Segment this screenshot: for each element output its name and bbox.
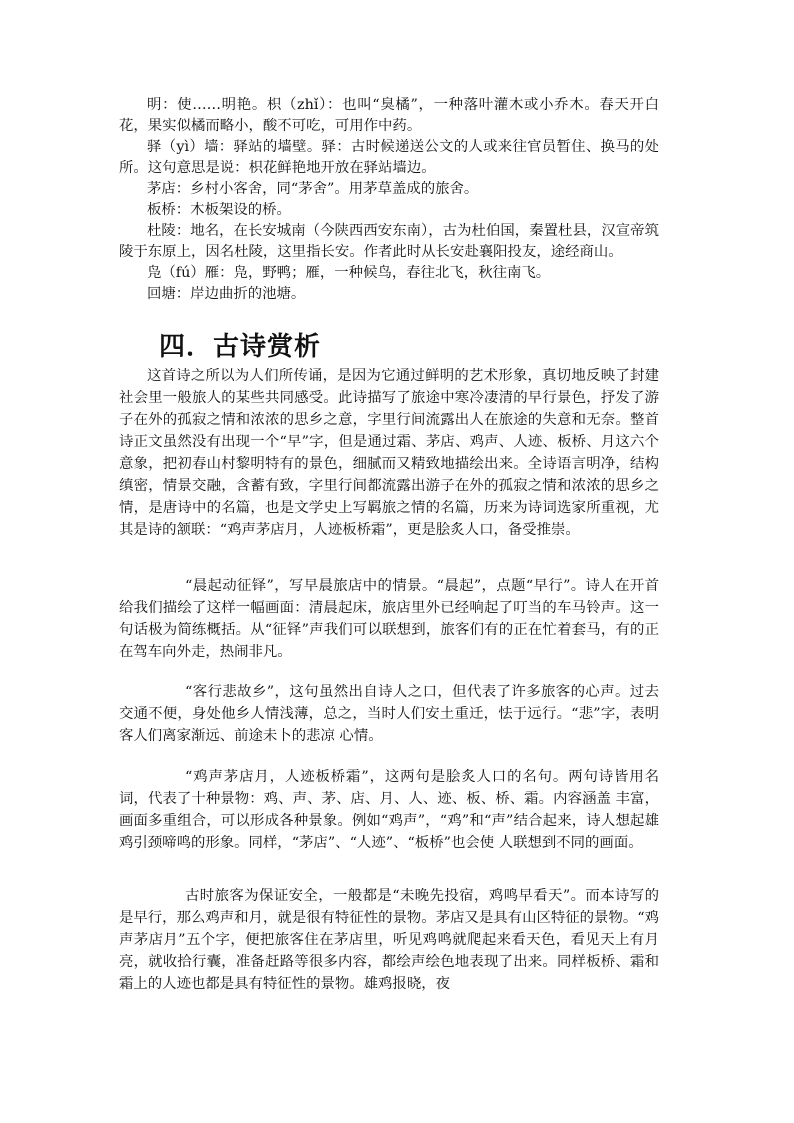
note-paragraph: 板桥：木板架设的桥。 bbox=[147, 202, 291, 218]
note-paragraph: 茅店：乡村小客舍，同“茅舍”。用茅草盖成的旅舍。 bbox=[147, 181, 479, 197]
analysis-paragraph: 古时旅客为保证安全，一般都是“未晚先投宿，鸡鸣早看天”。而本诗写的是早行，那么鸡声和月，就是很有特征性的景物。茅店又是具有山区特征的景物。“鸡声茅店月”五个字，便把旅客住在茅店里，听见鸡鸣就爬起来看天色，看见天上有月亮，就收拾行囊，准备赶路等很多内容，都绘声绘色地表现了出来。同样板桥、霜和霜上的人迹也都是具有特征性的景物。雄鸡报晓，夜 bbox=[119, 888, 659, 992]
analysis-block bbox=[119, 766, 659, 854]
analysis-paragraph: 这首诗之所以为人们所传诵，是因为它通过鲜明的艺术形象，真切地反映了封建社会里一般旅人的某些共同感受。此诗描写了旅途中寒冷凄清的早行景色，抒发了游子在外的孤寂之情和浓浓的思乡之意，字里行间流露出人在旅途的失意和无奈。整首诗正文虽然没有出现一个“早”字，但是通过霜、茅店、鸡声、人迹、板桥、月这六个意象，把初春山村黎明特有的景色，细腻而又精致地描绘出来。全诗语言明净，结构缜密，情景交融，含蓄有致，字里行间都流露出游子在外的孤寂之情和浓浓的思乡之情，是唐诗中的名篇，也是文学史上写羁旅之情的名篇，历来为诗词选家所重视，尤其是诗的颔联：“鸡声茅店月，人迹板桥霜”，更是脍炙人口，备受推崇。 bbox=[119, 368, 659, 538]
note-paragraph: 凫（fú）雁：凫，野鸭；雁，一种候鸟，春往北飞，秋往南飞。 bbox=[147, 265, 551, 281]
annotation-notes bbox=[119, 95, 659, 305]
analysis-block bbox=[119, 365, 659, 541]
analysis-paragraph: “晨起动征铎”，写早晨旅店中的情景。“晨起”，点题“早行”。诗人在开首给我们描绘了这样一幅画面：清晨起床，旅店里外已经响起了叮当的车马铃声。这一句话极为简练概括。从“征铎”声我们可以联想到，旅客们有的正在忙着套马，有的正在驾车向外走，热闹非凡。 bbox=[119, 578, 659, 660]
note-paragraph: 杜陵：地名，在长安城南（今陕西西安东南），古为杜伯国，秦置杜县，汉宣帝筑陵于东原上，因名杜陵，这里指长安。作者此时从长安赴襄阳投友，途经商山。 bbox=[119, 223, 659, 260]
analysis-paragraph: “客行悲故乡”，这句虽然出自诗人之口，但代表了许多旅客的心声。过去交通不便，身处他乡人情浅薄，总之，当时人们安土重迁，怯于远行。“悲”字，表明客人们离家渐远、前途未卜的悲凉 心情。 bbox=[119, 684, 659, 744]
analysis-paragraph: “鸡声茅店月，人迹板桥霜”，这两句是脍炙人口的名句。两句诗皆用名词，代表了十种景物：鸡、声、茅、店、月、人、迹、板、桥、霜。内容涵盖 丰富，画面多重组合，可以形成各种景象。例如“鸡声”，“鸡”和“声”结合起来，诗人想起雄鸡引颈啼鸣的形象。同样，“茅店”、“人迹”、“板桥”也会使 人联想到不同的画面。 bbox=[119, 769, 659, 851]
note-paragraph: 回塘：岸边曲折的池塘。 bbox=[147, 286, 306, 302]
analysis-block bbox=[119, 575, 659, 663]
note-paragraph: 明：使……明艳。枳（zhǐ）：也叫“臭橘”，一种落叶灌木或小乔木。春天开白花，果实似橘而略小，酸不可吃，可用作中药。 bbox=[119, 97, 659, 134]
analysis-block bbox=[119, 681, 659, 747]
analysis-block bbox=[119, 885, 659, 995]
section-heading: 四．古诗赏析 bbox=[159, 332, 322, 362]
note-paragraph: 驿（yì）墙：驿站的墙壁。驿：古时候递送公文的人或来往官员暂住、换马的处所。这句意思是说：枳花鲜艳地开放在驿站墙边。 bbox=[119, 139, 659, 176]
